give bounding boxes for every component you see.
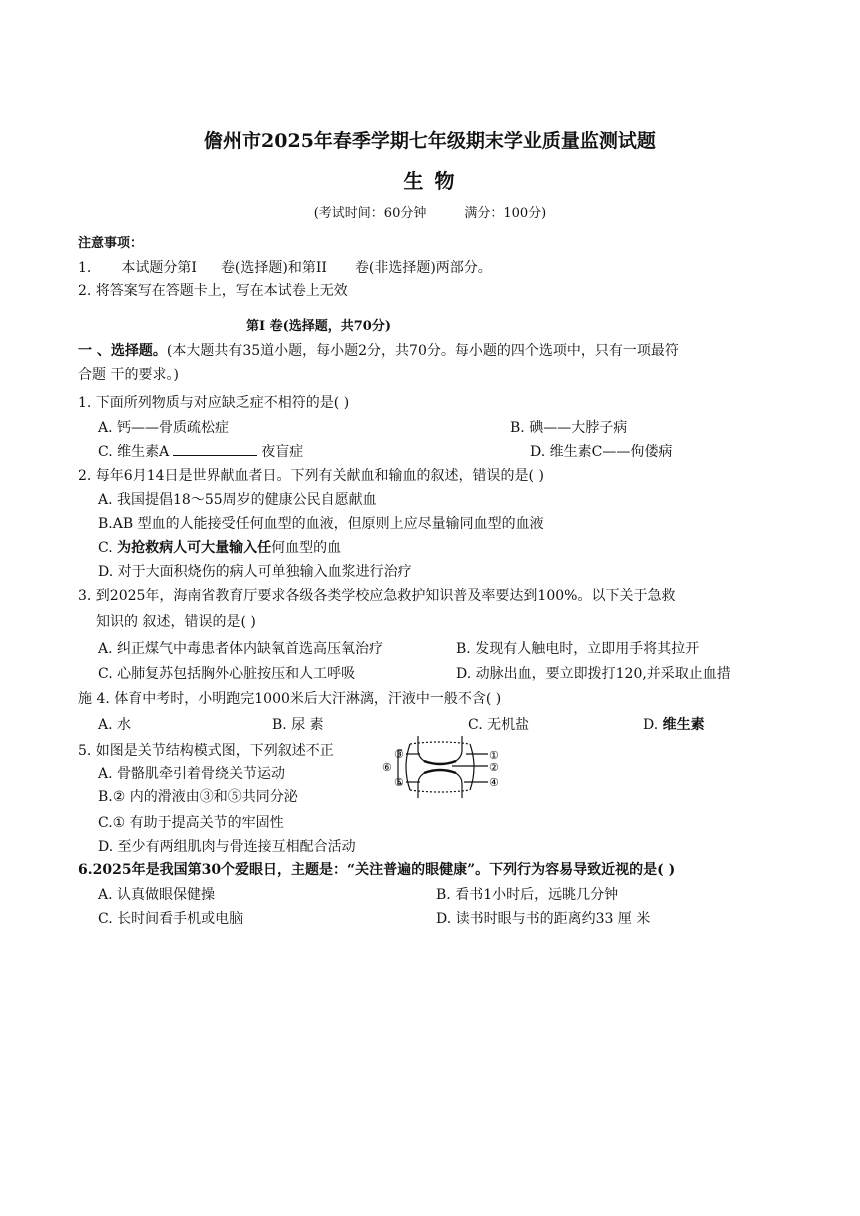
- q1-option-a: A. 钙——骨质疏松症: [98, 420, 230, 436]
- q6-stem: 6.2025年是我国第30个爱眼日，主题是：“关注普遍的眼健康”。下列行为容易导致近视的是( ): [78, 862, 676, 878]
- q3-option-a: A. 纠正煤气中毒患者体内缺氧首选高压氧治疗: [98, 641, 384, 657]
- diagram-label-6: ⑥: [382, 761, 392, 774]
- score-info: 满分：100分): [464, 206, 547, 221]
- answer-blank: [173, 443, 257, 456]
- q5-option-a: A. 骨骼肌牵引着骨绕关节运动: [98, 766, 286, 782]
- diagram-label-5: ⑤: [394, 776, 404, 789]
- q1-stem: 1. 下面所列物质与对应缺乏症不相符的是( ): [78, 395, 350, 411]
- q3-option-b: B. 发现有人触电时，立即用手将其拉开: [456, 641, 700, 657]
- exam-info: [0, 205, 860, 223]
- q2-stem: 2. 每年6月14日是世界献血者日。下列有关献血和输血的叙述，错误的是( ): [78, 468, 544, 484]
- q6-option-c: C. 长时间看手机或电脑: [98, 911, 244, 927]
- q6-option-d: D. 读书时眼与书的距离约33 厘 米: [436, 911, 651, 927]
- q5-option-d: D. 至少有两组肌肉与骨连接互相配合活动: [98, 839, 356, 855]
- time-info: (考试时间：60分钟: [313, 206, 427, 221]
- exam-title: 儋州市2025年春季学期七年级期末学业质量监测试题: [204, 130, 656, 152]
- q5-option-b: B.② 内的滑液由③和⑤共同分泌: [98, 789, 298, 805]
- diagram-label-1: ①: [489, 749, 499, 762]
- q1-option-c: C. 维生素A 夜盲症: [98, 444, 304, 460]
- diagram-label-3: ③: [394, 748, 404, 761]
- q3-option-d: D. 动脉出血，要立即拨打120,并采取止血措: [456, 666, 731, 682]
- diagram-label-4: ④: [489, 776, 499, 789]
- q1-option-d: D. 维生素C——佝偻病: [530, 444, 673, 460]
- section-intro: 一 、选择题。(本大题共有35道小题，每小题2分，共70分。每小题的四个选项中，只有一项最符: [78, 343, 679, 359]
- q4-stem: 施 4. 体育中考时，小明跑完1000米后大汗淋漓，汗液中一般不含( ): [78, 691, 502, 707]
- section-intro-cont: 合题 干的要求。): [78, 367, 179, 383]
- q5-option-c: C.① 有助于提高关节的牢固性: [98, 815, 284, 831]
- notes-heading: 注意事项：: [78, 236, 144, 251]
- q3-stem-cont: 知识的 叙述，错误的是( ): [96, 614, 256, 630]
- q1-option-b: B. 碘——大脖子病: [510, 420, 628, 436]
- q5-stem: 5. 如图是关节结构模式图，下列叙述不正: [78, 743, 334, 759]
- section-heading: 第I 卷(选择题，共70分): [246, 319, 391, 334]
- q4-option-a: A. 水: [98, 717, 132, 733]
- q2-option-b: B.AB 型血的人能接受任何血型的血液，但原则上应尽量输同血型的血液: [98, 516, 544, 532]
- q6-option-b: B. 看书1小时后，远眺几分钟: [436, 887, 619, 903]
- note-1: 1. 本试题分第I 卷(选择题)和第II 卷(非选择题)两部分。: [78, 260, 492, 276]
- q2-option-d: D. 对于大面积烧伤的病人可单独输入血浆进行治疗: [98, 564, 412, 580]
- q3-option-c: C. 心肺复苏包括胸外心脏按压和人工呼吸: [98, 666, 356, 682]
- subject-title: 生 物: [403, 169, 457, 193]
- q4-option-d: D. 维生素: [643, 717, 705, 733]
- q3-stem: 3. 到2025年，海南省教育厅要求各级各类学校应急救护知识普及率要达到100%。以下关于急救: [78, 588, 676, 604]
- joint-structure-diagram: [380, 734, 510, 800]
- q4-option-b: B. 尿 素: [272, 717, 324, 733]
- q4-option-c: C. 无机盐: [468, 717, 530, 733]
- diagram-label-2: ②: [489, 761, 499, 774]
- q2-option-c: C. 为抢救病人可大量输入任何血型的血: [98, 540, 342, 556]
- q6-option-a: A. 认真做眼保健操: [98, 887, 216, 903]
- q2-option-a: A. 我国提倡18～55周岁的健康公民自愿献血: [98, 492, 377, 508]
- note-2: 2. 将答案写在答题卡上，写在本试卷上无效: [78, 283, 348, 299]
